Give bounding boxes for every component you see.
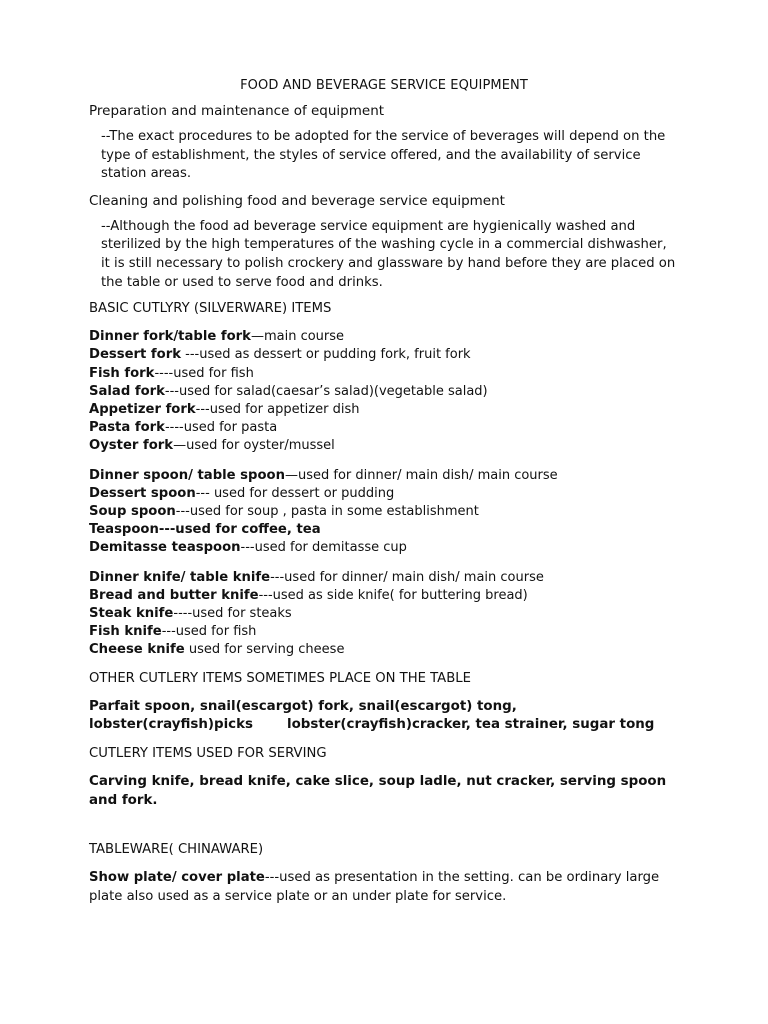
list-item: Dinner knife/ table knife---used for dinner/ main dish/ main course — [89, 569, 544, 585]
list-item: Dinner spoon/ table spoon—used for dinner/ main dish/ main course — [89, 467, 558, 483]
list-item: Fish knife---used for fish — [89, 624, 257, 640]
serving-cutlery-items: Carving knife, bread knife, cake slice, soup ladle, nut cracker, serving spoon and fork. — [89, 774, 667, 808]
spacer — [89, 822, 679, 842]
list-item: Bread and butter knife---used as side knife( for buttering bread) — [89, 587, 528, 603]
document-body — [89, 78, 679, 915]
basic-cutlery-heading: BASIC CUTLYRY (SILVERWARE) ITEMS — [89, 301, 332, 317]
other-cutlery-line: Parfait spoon, snail(escargot) fork, snail(escargot) tong, — [89, 698, 517, 714]
list-item: Oyster fork—used for oyster/mussel — [89, 438, 335, 454]
tableware-paragraph: Show plate/ cover plate---used as presentation in the setting. can be ordinary large plate also used as a service plate or an under plate for service. — [89, 870, 660, 904]
other-cutlery-line: lobster(crayfish)picks lobster(crayfish)cracker, tea strainer, sugar tong — [89, 717, 655, 733]
other-cutlery-heading: OTHER CUTLERY ITEMS SOMETIMES PLACE ON THE TABLE — [89, 670, 471, 686]
list-item: Appetizer fork---used for appetizer dish — [89, 401, 360, 417]
other-cutlery-items — [89, 698, 679, 735]
list-item: Pasta fork----used for pasta — [89, 420, 278, 436]
list-item: Demitasse teaspoon---used for demitasse cup — [89, 540, 407, 556]
document-title: FOOD AND BEVERAGE SERVICE EQUIPMENT — [240, 78, 528, 93]
serving-cutlery-heading: CUTLERY ITEMS USED FOR SERVING — [89, 746, 327, 762]
forks-list — [89, 328, 679, 455]
prep-heading: Preparation and maintenance of equipment — [89, 103, 385, 119]
cleaning-paragraph: --Although the food ad beverage service equipment are hygienically washed and sterilized by the high temperatures of the washing cycle in a commercial dishwasher, it is still necessary to polish crockery and glassware by hand before they are placed on the table or used to serve food and drinks. — [101, 218, 676, 290]
cleaning-heading: Cleaning and polishing food and beverage service equipment — [89, 192, 505, 209]
prep-paragraph: --The exact procedures to be adopted for the service of beverages will depend on the type of establishment, the styles of service offered, and the availability of service station areas. — [101, 129, 666, 182]
list-item: Salad fork---used for salad(caesar’s salad)(vegetable salad) — [89, 383, 488, 399]
tableware-term: Show plate/ cover plate — [89, 870, 265, 886]
list-item: Dessert fork ---used as dessert or pudding fork, fruit fork — [89, 347, 471, 363]
list-item: Soup spoon---used for soup , pasta in some establishment — [89, 503, 479, 519]
knives-list — [89, 569, 679, 660]
list-item: Cheese knife used for serving cheese — [89, 642, 345, 658]
tableware-heading: TABLEWARE( CHINAWARE) — [89, 842, 264, 858]
list-item: Dinner fork/table fork—main course — [89, 329, 345, 345]
list-item: Dessert spoon--- used for dessert or pudding — [89, 485, 395, 501]
list-item: Steak knife----used for steaks — [89, 606, 292, 621]
list-item: Fish fork----used for fish — [89, 365, 254, 381]
spoons-list — [89, 467, 679, 558]
list-item: Teaspoon---used for coffee, tea — [89, 522, 321, 538]
